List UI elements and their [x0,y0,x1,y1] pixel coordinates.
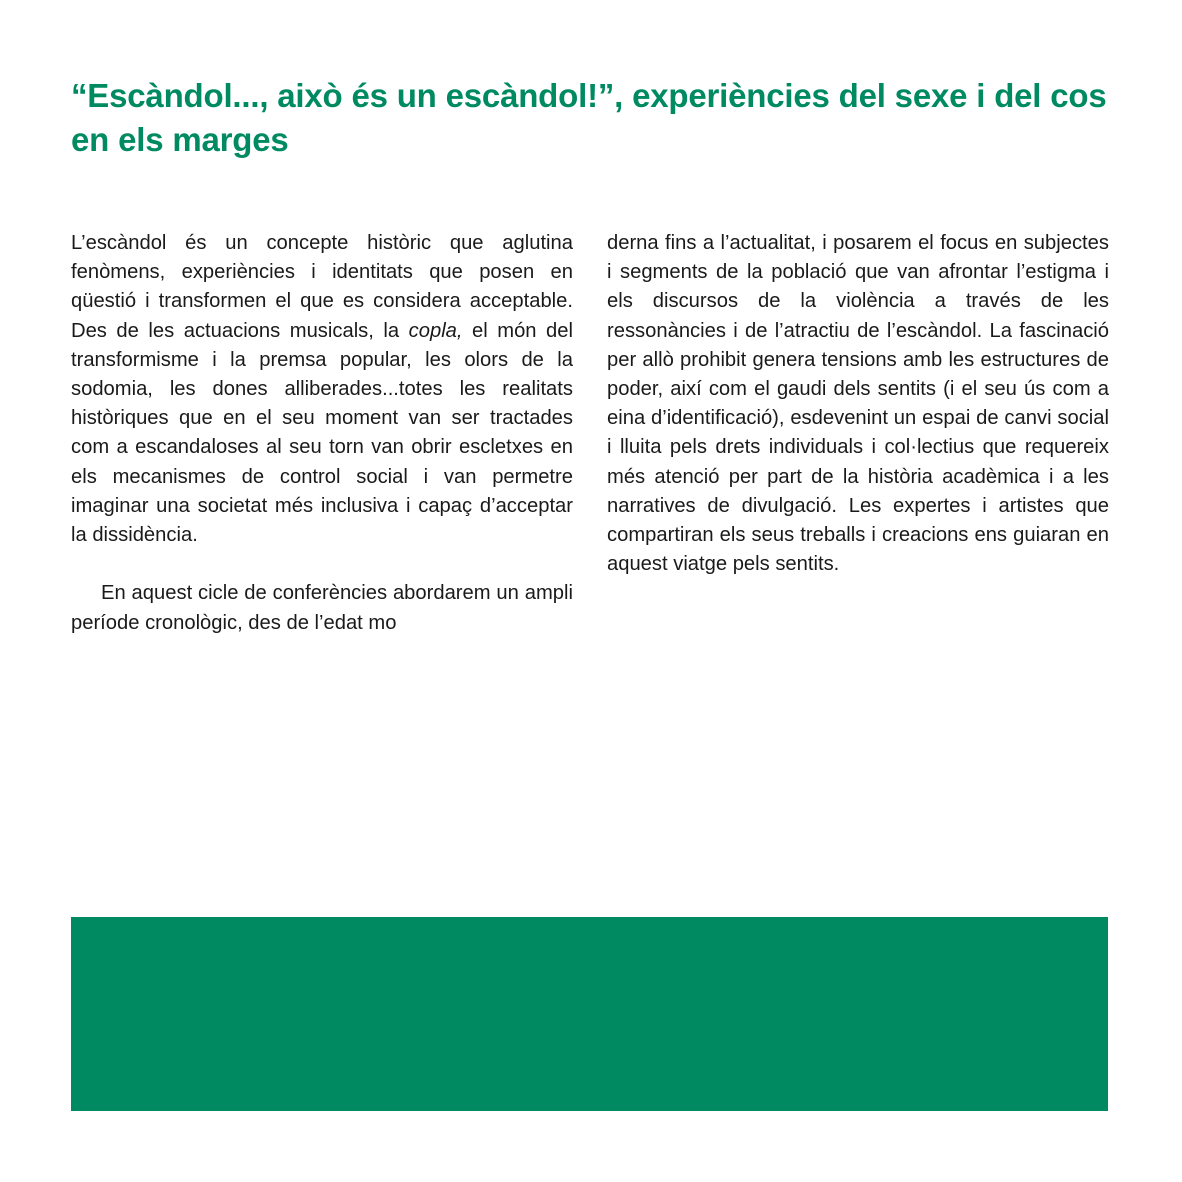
intro-paragraph [71,229,573,550]
left-text-column [71,229,573,638]
right-text-column [607,229,1109,579]
decorative-green-block [71,917,1108,1111]
page-title: “Escàndol..., això és un escàndol!”, experiències del sexe i del cos en els marges [71,77,1107,158]
cycle-paragraph-start: En aquest cicle de conferències abordarem un ampli període cronològic, des de l’edat mo [71,582,573,634]
intro-paragraph-start: L’escàndol és un concepte històric que aglutina fenòmens, experiències i identitats que posen en qüestió i transformen el que es considera acceptable. Des de les actuacions musicals, la [71,232,573,342]
cycle-paragraph-continuation: derna fins a l’actualitat, i posarem el focus en subjectes i segments de la població que van afrontar l’estigma i els discursos de la violència a través de les ressonàncies i de l’atractiu de l’escàndol. La fascinació per allò prohibit genera tensions amb les estructures de poder, així com el gaudi dels sentits (i el seu ús com a eina d’identificació), esdevenint un espai de canvi social i lluita pels drets individuals i col·lectius que requereix més atenció per part de la història acadèmica i a les narratives de divulgació. Les expertes i artistes que compartiran els seus treballs i creacions ens guiaran en aquest viatge pels sentits. [607,232,1109,576]
intro-paragraph-end: el món del transformisme i la premsa popular, les olors de la sodomia, les dones alliberades...totes les realitats històriques que en el seu moment van ser tractades com a escandaloses al seu torn van obrir escletxes en els mecanismes de control social i van permetre imaginar una societat més inclusiva i capaç d’acceptar la dissidència. [71,319,573,547]
emphasized-term: copla, [408,319,463,342]
